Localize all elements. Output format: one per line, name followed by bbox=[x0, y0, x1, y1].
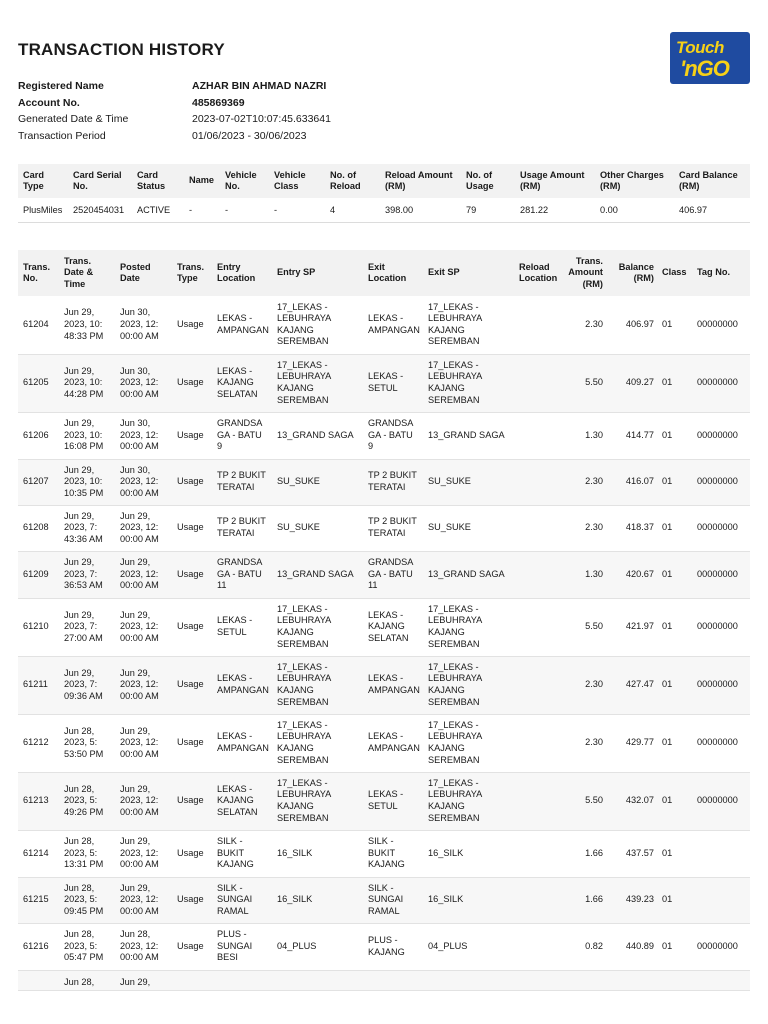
table-cell: 01 bbox=[657, 551, 692, 598]
card-table-header bbox=[18, 164, 750, 198]
table-cell: 2.30 bbox=[563, 714, 606, 772]
table-cell: 01 bbox=[657, 598, 692, 656]
table-cell: LEKAS - SETUL bbox=[363, 354, 423, 412]
table-cell: Jun 29, 2023, 10: 10:35 PM bbox=[59, 459, 115, 505]
table-cell: Jun 29, 2023, 12: 00:00 AM bbox=[115, 505, 172, 551]
table-cell: 5.50 bbox=[563, 598, 606, 656]
table-cell: Usage bbox=[172, 459, 212, 505]
table-cell: Usage bbox=[172, 354, 212, 412]
page-title: TRANSACTION HISTORY bbox=[18, 40, 225, 59]
table-cell: 00000000 bbox=[692, 459, 750, 505]
card-cell: ACTIVE bbox=[137, 204, 171, 215]
table-cell: 421.97 bbox=[606, 598, 657, 656]
table-cell: PLUS - SUNGAI BESI bbox=[212, 923, 272, 970]
table-cell: 406.97 bbox=[606, 296, 657, 354]
table-cell: 2.30 bbox=[563, 459, 606, 505]
table-cell: Usage bbox=[172, 714, 212, 772]
card-cell: 0.00 bbox=[600, 204, 618, 215]
table-cell bbox=[514, 551, 563, 598]
table-cell: 01 bbox=[657, 830, 692, 877]
table-cell: 17_LEKAS - LEBUHRAYA KAJANG SEREMBAN bbox=[272, 296, 363, 354]
table-cell: 427.47 bbox=[606, 656, 657, 714]
card-column-header: Card Balance (RM) bbox=[674, 164, 750, 198]
table-cell: 17_LEKAS - LEBUHRAYA KAJANG SEREMBAN bbox=[423, 656, 514, 714]
table-cell: Usage bbox=[172, 923, 212, 970]
card-column-header: Card Serial No. bbox=[68, 164, 132, 198]
table-cell: LEKAS - AMPANGAN bbox=[212, 714, 272, 772]
logo-text-line1: Touch bbox=[676, 38, 724, 57]
table-cell: TP 2 BUKIT TERATAI bbox=[363, 459, 423, 505]
table-cell bbox=[514, 877, 563, 923]
table-cell: Jun 29, 2023, 12: 00:00 AM bbox=[115, 598, 172, 656]
info-value: 01/06/2023 - 30/06/2023 bbox=[192, 129, 307, 142]
table-cell: 61206 bbox=[18, 412, 59, 459]
table-cell: Jun 28, 2023, 5: 05:47 PM bbox=[59, 923, 115, 970]
transaction-column-header: Entry SP bbox=[272, 250, 363, 296]
table-cell: 16_SILK bbox=[423, 877, 514, 923]
table-row bbox=[18, 714, 750, 772]
table-cell bbox=[363, 970, 423, 990]
info-value: AZHAR BIN AHMAD NAZRI bbox=[192, 80, 327, 93]
transaction-column-header: Balance (RM) bbox=[606, 250, 657, 296]
table-cell: 61213 bbox=[18, 772, 59, 830]
table-cell: SILK - SUNGAI RAMAL bbox=[363, 877, 423, 923]
card-cell: - bbox=[225, 204, 229, 215]
table-cell: Jun 29, 2023, 7: 43:36 AM bbox=[59, 505, 115, 551]
table-cell: 01 bbox=[657, 296, 692, 354]
table-cell: 61210 bbox=[18, 598, 59, 656]
table-cell: 01 bbox=[657, 923, 692, 970]
table-cell bbox=[272, 970, 363, 990]
card-column-header: Other Charges (RM) bbox=[595, 164, 674, 198]
table-cell: Jun 28, 2023, 12: 00:00 AM bbox=[115, 923, 172, 970]
table-cell: 13_GRAND SAGA bbox=[423, 551, 514, 598]
table-cell: 2.30 bbox=[563, 656, 606, 714]
transaction-column-header: Trans. Date & Time bbox=[59, 250, 115, 296]
table-row bbox=[18, 459, 750, 505]
transaction-column-header: Posted Date bbox=[115, 250, 172, 296]
table-cell: 2.30 bbox=[563, 296, 606, 354]
table-cell: LEKAS - AMPANGAN bbox=[363, 296, 423, 354]
table-cell: SILK - BUKIT KAJANG bbox=[212, 830, 272, 877]
table-cell: 17_LEKAS - LEBUHRAYA KAJANG SEREMBAN bbox=[423, 354, 514, 412]
transaction-column-header: Reload Location bbox=[514, 250, 563, 296]
table-cell: LEKAS - KAJANG SELATAN bbox=[212, 354, 272, 412]
table-cell: 17_LEKAS - LEBUHRAYA KAJANG SEREMBAN bbox=[423, 598, 514, 656]
table-cell: 61212 bbox=[18, 714, 59, 772]
card-cell: 4 bbox=[330, 204, 336, 215]
table-cell: SU_SUKE bbox=[423, 459, 514, 505]
table-cell: 17_LEKAS - LEBUHRAYA KAJANG SEREMBAN bbox=[423, 296, 514, 354]
table-cell: 13_GRAND SAGA bbox=[272, 551, 363, 598]
transaction-column-header: Exit Location bbox=[363, 250, 423, 296]
table-cell: 00000000 bbox=[692, 412, 750, 459]
table-cell: 439.23 bbox=[606, 877, 657, 923]
table-cell: TP 2 BUKIT TERATAI bbox=[212, 505, 272, 551]
table-cell: 01 bbox=[657, 877, 692, 923]
table-row bbox=[18, 656, 750, 714]
account-info bbox=[18, 78, 418, 144]
info-row-account-no bbox=[18, 95, 418, 112]
table-cell: Jun 30, 2023, 12: 00:00 AM bbox=[115, 459, 172, 505]
card-column-header: No. of Reload bbox=[325, 164, 380, 198]
table-cell bbox=[514, 714, 563, 772]
table-cell: 17_LEKAS - LEBUHRAYA KAJANG SEREMBAN bbox=[272, 598, 363, 656]
table-cell: 17_LEKAS - LEBUHRAYA KAJANG SEREMBAN bbox=[272, 772, 363, 830]
table-cell: 01 bbox=[657, 656, 692, 714]
table-cell: LEKAS - AMPANGAN bbox=[363, 714, 423, 772]
info-label: Generated Date & Time bbox=[18, 113, 129, 126]
table-cell: 61216 bbox=[18, 923, 59, 970]
table-cell: Jun 29, 2023, 12: 00:00 AM bbox=[115, 714, 172, 772]
table-cell: 17_LEKAS - LEBUHRAYA KAJANG SEREMBAN bbox=[423, 714, 514, 772]
table-cell: 414.77 bbox=[606, 412, 657, 459]
table-cell bbox=[657, 970, 692, 990]
table-cell: Jun 28, 2023, 5: 09:45 PM bbox=[59, 877, 115, 923]
table-cell bbox=[514, 598, 563, 656]
table-cell: 16_SILK bbox=[423, 830, 514, 877]
table-cell: 00000000 bbox=[692, 551, 750, 598]
table-row bbox=[18, 505, 750, 551]
logo-text-line2: 'nGO bbox=[680, 56, 729, 81]
table-cell: 04_PLUS bbox=[423, 923, 514, 970]
table-cell: 409.27 bbox=[606, 354, 657, 412]
card-cell: 281.22 bbox=[520, 204, 549, 215]
table-cell: LEKAS - AMPANGAN bbox=[212, 296, 272, 354]
table-cell: Jun 30, 2023, 12: 00:00 AM bbox=[115, 296, 172, 354]
table-row bbox=[18, 877, 750, 923]
table-cell bbox=[692, 830, 750, 877]
info-label: Account No. bbox=[18, 96, 80, 109]
table-cell: Jun 29, 2023, 10: 44:28 PM bbox=[59, 354, 115, 412]
table-cell: Jun 28, 2023, 5: 49:26 PM bbox=[59, 772, 115, 830]
table-cell: 16_SILK bbox=[272, 877, 363, 923]
table-cell: 5.50 bbox=[563, 354, 606, 412]
table-cell: Usage bbox=[172, 877, 212, 923]
table-cell bbox=[18, 970, 59, 990]
table-cell: GRANDSA GA - BATU 9 bbox=[212, 412, 272, 459]
info-value: 485869369 bbox=[192, 96, 245, 109]
card-cell: 2520454031 bbox=[73, 204, 125, 215]
table-cell: 61207 bbox=[18, 459, 59, 505]
table-row bbox=[18, 412, 750, 459]
table-cell: SILK - BUKIT KAJANG bbox=[363, 830, 423, 877]
table-cell: 418.37 bbox=[606, 505, 657, 551]
table-cell: 61205 bbox=[18, 354, 59, 412]
card-column-header: Vehicle No. bbox=[220, 164, 269, 198]
table-cell: 01 bbox=[657, 459, 692, 505]
table-cell bbox=[514, 830, 563, 877]
table-cell: Jun 29, 2023, 10: 48:33 PM bbox=[59, 296, 115, 354]
table-cell: 5.50 bbox=[563, 772, 606, 830]
table-cell: 416.07 bbox=[606, 459, 657, 505]
table-row bbox=[18, 923, 750, 970]
table-cell: 1.30 bbox=[563, 551, 606, 598]
card-cell: 79 bbox=[466, 204, 477, 215]
table-cell: Jun 30, 2023, 12: 00:00 AM bbox=[115, 354, 172, 412]
table-cell: 61208 bbox=[18, 505, 59, 551]
table-cell: SU_SUKE bbox=[423, 505, 514, 551]
table-cell bbox=[563, 970, 606, 990]
table-cell: 61209 bbox=[18, 551, 59, 598]
table-cell: 1.66 bbox=[563, 830, 606, 877]
table-cell: LEKAS - SETUL bbox=[212, 598, 272, 656]
table-row bbox=[18, 970, 750, 990]
table-cell: Jun 28, bbox=[59, 970, 115, 990]
table-row bbox=[18, 551, 750, 598]
transaction-column-header: Class bbox=[657, 250, 692, 296]
table-cell: 01 bbox=[657, 505, 692, 551]
table-cell: Usage bbox=[172, 412, 212, 459]
table-cell bbox=[514, 354, 563, 412]
table-cell: 01 bbox=[657, 354, 692, 412]
info-row-generated-date bbox=[18, 111, 418, 128]
card-summary-table bbox=[18, 164, 750, 223]
table-cell: Usage bbox=[172, 830, 212, 877]
table-cell: 440.89 bbox=[606, 923, 657, 970]
table-cell: 61214 bbox=[18, 830, 59, 877]
table-cell bbox=[514, 923, 563, 970]
transaction-table-header bbox=[18, 250, 750, 296]
table-cell: 13_GRAND SAGA bbox=[423, 412, 514, 459]
touch-n-go-logo bbox=[670, 32, 750, 84]
table-cell: 04_PLUS bbox=[272, 923, 363, 970]
table-cell: GRANDSA GA - BATU 11 bbox=[363, 551, 423, 598]
table-cell bbox=[606, 970, 657, 990]
table-cell: 01 bbox=[657, 714, 692, 772]
info-row-registered-name bbox=[18, 78, 418, 95]
info-row-transaction-period bbox=[18, 128, 418, 145]
table-cell: Jun 29, 2023, 12: 00:00 AM bbox=[115, 656, 172, 714]
table-cell: Jun 29, 2023, 7: 09:36 AM bbox=[59, 656, 115, 714]
table-cell bbox=[514, 412, 563, 459]
table-cell: LEKAS - AMPANGAN bbox=[363, 656, 423, 714]
transaction-column-header: Entry Location bbox=[212, 250, 272, 296]
table-cell: Jun 29, 2023, 7: 36:53 AM bbox=[59, 551, 115, 598]
card-column-header: Name bbox=[184, 164, 220, 198]
table-cell: 437.57 bbox=[606, 830, 657, 877]
info-label: Transaction Period bbox=[18, 129, 106, 142]
table-cell: LEKAS - SETUL bbox=[363, 772, 423, 830]
table-cell: Usage bbox=[172, 772, 212, 830]
table-cell: 61215 bbox=[18, 877, 59, 923]
table-cell: 00000000 bbox=[692, 656, 750, 714]
table-row bbox=[18, 354, 750, 412]
card-cell: - bbox=[274, 204, 278, 215]
table-cell: 01 bbox=[657, 772, 692, 830]
card-column-header: No. of Usage bbox=[461, 164, 515, 198]
table-cell: 00000000 bbox=[692, 714, 750, 772]
table-row bbox=[18, 296, 750, 354]
table-cell: 2.30 bbox=[563, 505, 606, 551]
table-cell: Usage bbox=[172, 656, 212, 714]
table-cell: Usage bbox=[172, 505, 212, 551]
table-cell: 00000000 bbox=[692, 923, 750, 970]
table-cell: Jun 29, 2023, 12: 00:00 AM bbox=[115, 830, 172, 877]
table-cell: 61211 bbox=[18, 656, 59, 714]
table-cell bbox=[514, 505, 563, 551]
table-cell: PLUS - KAJANG bbox=[363, 923, 423, 970]
table-cell: Jun 29, 2023, 7: 27:00 AM bbox=[59, 598, 115, 656]
table-cell: 00000000 bbox=[692, 505, 750, 551]
table-cell bbox=[692, 970, 750, 990]
table-cell: 00000000 bbox=[692, 354, 750, 412]
table-cell: LEKAS - KAJANG SELATAN bbox=[212, 772, 272, 830]
table-cell bbox=[423, 970, 514, 990]
table-cell: 00000000 bbox=[692, 772, 750, 830]
table-cell bbox=[514, 459, 563, 505]
table-cell: Usage bbox=[172, 551, 212, 598]
info-label: Registered Name bbox=[18, 80, 104, 93]
table-cell: 01 bbox=[657, 412, 692, 459]
table-cell: 17_LEKAS - LEBUHRAYA KAJANG SEREMBAN bbox=[272, 714, 363, 772]
card-column-header: Vehicle Class bbox=[269, 164, 325, 198]
card-column-header: Card Status bbox=[132, 164, 184, 198]
transaction-column-header: Trans. Type bbox=[172, 250, 212, 296]
table-cell: 429.77 bbox=[606, 714, 657, 772]
table-cell: LEKAS - KAJANG SELATAN bbox=[363, 598, 423, 656]
transaction-column-header: Exit SP bbox=[423, 250, 514, 296]
table-cell: TP 2 BUKIT TERATAI bbox=[363, 505, 423, 551]
table-cell bbox=[514, 656, 563, 714]
table-cell: 16_SILK bbox=[272, 830, 363, 877]
table-cell: 13_GRAND SAGA bbox=[272, 412, 363, 459]
table-cell: 1.66 bbox=[563, 877, 606, 923]
card-column-header: Card Type bbox=[18, 164, 68, 198]
table-cell bbox=[692, 877, 750, 923]
table-cell: 00000000 bbox=[692, 296, 750, 354]
card-cell: PlusMiles bbox=[23, 204, 63, 215]
table-row bbox=[18, 598, 750, 656]
transaction-table bbox=[18, 250, 750, 991]
table-cell: 0.82 bbox=[563, 923, 606, 970]
table-cell: TP 2 BUKIT TERATAI bbox=[212, 459, 272, 505]
table-cell: GRANDSA GA - BATU 9 bbox=[363, 412, 423, 459]
table-cell: 1.30 bbox=[563, 412, 606, 459]
table-cell: SILK - SUNGAI RAMAL bbox=[212, 877, 272, 923]
card-column-header: Usage Amount (RM) bbox=[515, 164, 595, 198]
table-cell: SU_SUKE bbox=[272, 505, 363, 551]
transaction-column-header: Tag No. bbox=[692, 250, 750, 296]
table-cell: Jun 28, 2023, 5: 53:50 PM bbox=[59, 714, 115, 772]
table-cell bbox=[514, 296, 563, 354]
card-cell: - bbox=[189, 204, 193, 215]
table-cell: Jun 29, 2023, 10: 16:08 PM bbox=[59, 412, 115, 459]
table-cell: Jun 29, 2023, 12: 00:00 AM bbox=[115, 877, 172, 923]
table-cell: GRANDSA GA - BATU 11 bbox=[212, 551, 272, 598]
table-cell: 17_LEKAS - LEBUHRAYA KAJANG SEREMBAN bbox=[423, 772, 514, 830]
table-cell: Jun 29, 2023, 12: 00:00 AM bbox=[115, 772, 172, 830]
table-cell bbox=[514, 772, 563, 830]
table-cell: Usage bbox=[172, 598, 212, 656]
table-cell: Usage bbox=[172, 296, 212, 354]
transaction-column-header: Trans. Amount (RM) bbox=[563, 250, 606, 296]
info-value: 2023-07-02T10:07:45.633641 bbox=[192, 113, 331, 126]
table-cell: LEKAS - AMPANGAN bbox=[212, 656, 272, 714]
table-row bbox=[18, 772, 750, 830]
table-cell: 17_LEKAS - LEBUHRAYA KAJANG SEREMBAN bbox=[272, 656, 363, 714]
table-cell: 432.07 bbox=[606, 772, 657, 830]
table-cell: 17_LEKAS - LEBUHRAYA KAJANG SEREMBAN bbox=[272, 354, 363, 412]
table-cell: 420.67 bbox=[606, 551, 657, 598]
card-row bbox=[18, 198, 750, 222]
card-cell: 398.00 bbox=[385, 204, 414, 215]
table-cell bbox=[172, 970, 212, 990]
table-cell bbox=[212, 970, 272, 990]
table-cell: SU_SUKE bbox=[272, 459, 363, 505]
table-row bbox=[18, 830, 750, 877]
card-column-header: Reload Amount (RM) bbox=[380, 164, 461, 198]
table-cell bbox=[514, 970, 563, 990]
card-cell: 406.97 bbox=[679, 204, 708, 215]
table-cell: 00000000 bbox=[692, 598, 750, 656]
table-cell: Jun 29, 2023, 12: 00:00 AM bbox=[115, 551, 172, 598]
transaction-column-header: Trans. No. bbox=[18, 250, 59, 296]
table-cell: Jun 30, 2023, 12: 00:00 AM bbox=[115, 412, 172, 459]
table-cell: Jun 28, 2023, 5: 13:31 PM bbox=[59, 830, 115, 877]
table-cell: 61204 bbox=[18, 296, 59, 354]
table-cell: Jun 29, bbox=[115, 970, 172, 990]
